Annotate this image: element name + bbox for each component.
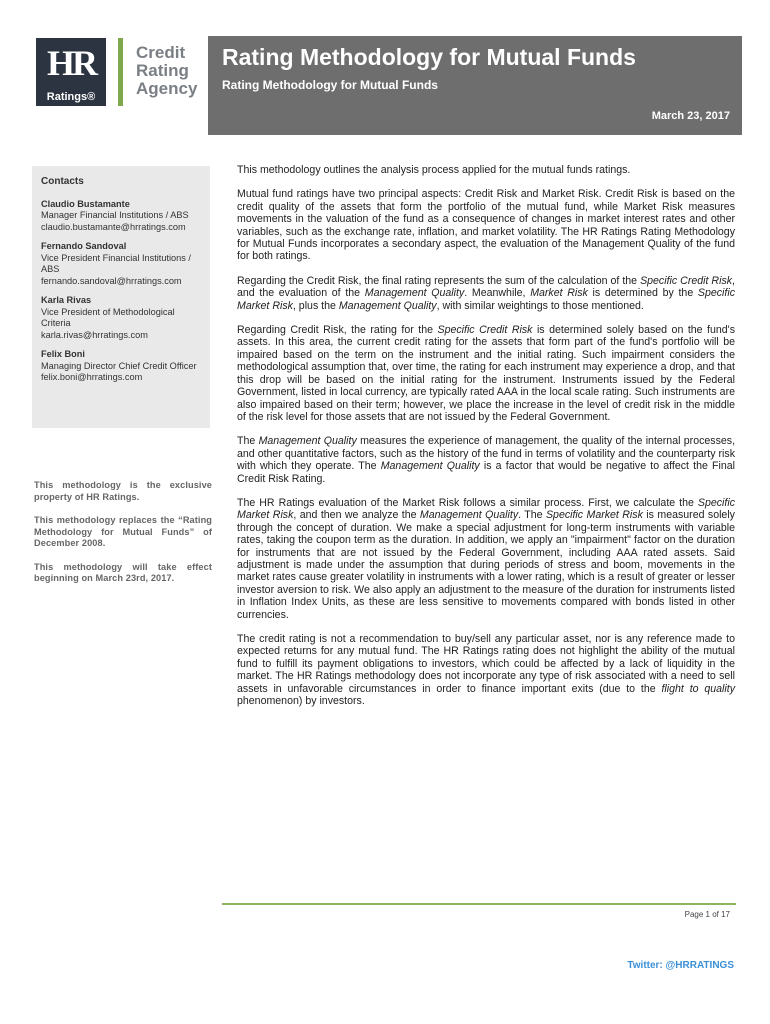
- contact-name: Karla Rivas: [41, 295, 92, 305]
- paragraph-aspects: Mutual fund ratings have two principal aspects: Credit Risk and Market Risk. Credit Risk is based on the credit quality of the assets that form the portfolio of the mutual fund, while Market Risk measures movements in the valuation of the fund as a consequence of changes in market interest rates and other variables, such as the exchange rate, inflation, and market volatility. The HR Ratings Rating Methodology for Mutual Funds incorporates a secondary aspect, the evaluation of the Management Quality of the fund for both ratings.: [237, 188, 735, 263]
- logo-tagline-line: Agency: [136, 79, 198, 98]
- footer-divider: [222, 903, 736, 905]
- paragraph-management-quality: The Management Quality measures the experience of management, the quality of the internal processes, and other quantitative factors, such as the history of the fund in terms of volatility and the counterparty risk with which they operate. The Management Quality is a factor that would be negative to affect the Final Credit Risk Rating.: [237, 435, 736, 485]
- contact-name: Fernando Sandoval: [41, 241, 127, 251]
- contacts-box: [32, 166, 210, 428]
- logo-tagline-line: Rating: [136, 61, 189, 80]
- paragraph-intro: This methodology outlines the analysis process applied for the mutual funds ratings.: [237, 164, 631, 176]
- logo-tagline-line: Credit: [136, 43, 186, 62]
- twitter-handle-link[interactable]: Twitter: @HRRATINGS: [627, 960, 734, 971]
- contact-entry: [41, 295, 202, 341]
- contact-role: Managing Director Chief Credit Officer: [41, 360, 197, 371]
- logo-mark: HR: [47, 43, 95, 83]
- contact-role: Manager Financial Institutions / ABS: [41, 210, 189, 220]
- contact-email[interactable]: claudio.bustamante@hrratings.com: [41, 221, 186, 232]
- methodology-notes: [34, 480, 212, 597]
- contacts-heading: Contacts: [41, 176, 84, 187]
- contact-email[interactable]: fernando.sandoval@hrratings.com: [41, 275, 182, 286]
- contact-name: Felix Boni: [41, 349, 85, 359]
- contact-email[interactable]: felix.boni@hrratings.com: [41, 372, 143, 382]
- document-title: Rating Methodology for Mutual Funds: [222, 44, 636, 70]
- paragraph-credit-risk-summary: Regarding the Credit Risk, the final rating represents the sum of the calculation of the Specific Credit Risk, and the evaluation of the Management Quality. Meanwhile, Market Risk is determined by the Specific Market Risk, plus the Management Quality, with similar weightings to those mentioned.: [237, 274, 735, 312]
- page-number: Page 1 of 17: [684, 910, 730, 919]
- main-body: [237, 164, 735, 719]
- document-header: [208, 36, 742, 135]
- contact-entry: [41, 241, 202, 287]
- paragraph-market-risk: The HR Ratings evaluation of the Market Risk follows a similar process. First, we calculate the Specific Market Risk, and then we analyze the Management Quality. The Specific Market Risk is measured solely through the concept of duration. We make a special adjustment for long-term instruments with variable rates, taking the coupon term as the duration. In addition, we apply an "impairment" factor on the duration for instruments that are not issued by the Federal Government, including AAA rated assets. Said adjustment is made under the assumption that during periods of stress and boom, movements in the market rates cause greater volatility in instruments with a lower rating, which is a result of greater or lesser investor aversion to risk. We also apply an adjustment to the measure of the duration for instruments listed in Inflation Index Units, as these are less sensitive to movements compared with bonds listed in other currencies.: [237, 496, 735, 621]
- contact-name: Claudio Bustamante: [41, 198, 130, 209]
- contact-role: Vice President of Methodological Criteria: [41, 306, 175, 328]
- contact-email[interactable]: karla.rivas@hrratings.com: [41, 329, 148, 340]
- note-replaces: This methodology replaces the “Rating Methodology for Mutual Funds” of December 2008.: [34, 515, 212, 548]
- note-effective: This methodology will take effect beginning on March 23rd, 2017.: [34, 561, 212, 583]
- logo-ratings-text: Ratings®: [46, 91, 96, 103]
- paragraph-disclaimer: The credit rating is not a recommendation to buy/sell any particular asset, nor is any reference made to expected returns for any mutual fund. The HR Ratings rating does not highlight the ability of the mutual fund to fulfill its payment obligations to investors, which could be affected by a lack of liquidity in the market. The HR Ratings methodology does not incorporate any type of risk associated with a need to sell assets in unfavorable circumstances in order to finance important exits (due to the flight to quality phenomenon) by investors.: [237, 633, 735, 708]
- contact-entry: [41, 199, 202, 234]
- contact-entry: [41, 349, 202, 384]
- logo-accent-bar: [118, 38, 123, 106]
- contact-role: Vice President Financial Institutions / ABS: [41, 252, 191, 274]
- paragraph-specific-credit-risk: Regarding Credit Risk, the rating for the Specific Credit Risk is determined solely based on the fund's assets. In this area, the current credit rating for the assets that form part of the fund's portfolio will be impaired based on the term on the instrument and the initial rating. Such impairment considers the methodological assumption that, over time, the rating for each instrument may experience a drop, and that this drop will be based on the initial rating for the instrument. Instruments issued by the Federal Government, listed in local currency, are typically rated AAA in the local scale rating. Such instruments are also impaired based on their term; however, we place the increase in the level of credit risk in the middle of the risk level for those assets that are not issued by the Federal Government.: [237, 324, 735, 423]
- hr-ratings-logo: [36, 38, 106, 106]
- document-subtitle: Rating Methodology for Mutual Funds: [222, 78, 438, 92]
- note-property: This methodology is the exclusive property of HR Ratings.: [34, 480, 212, 502]
- logo-tagline: [136, 44, 216, 98]
- document-date: March 23, 2017: [651, 110, 730, 122]
